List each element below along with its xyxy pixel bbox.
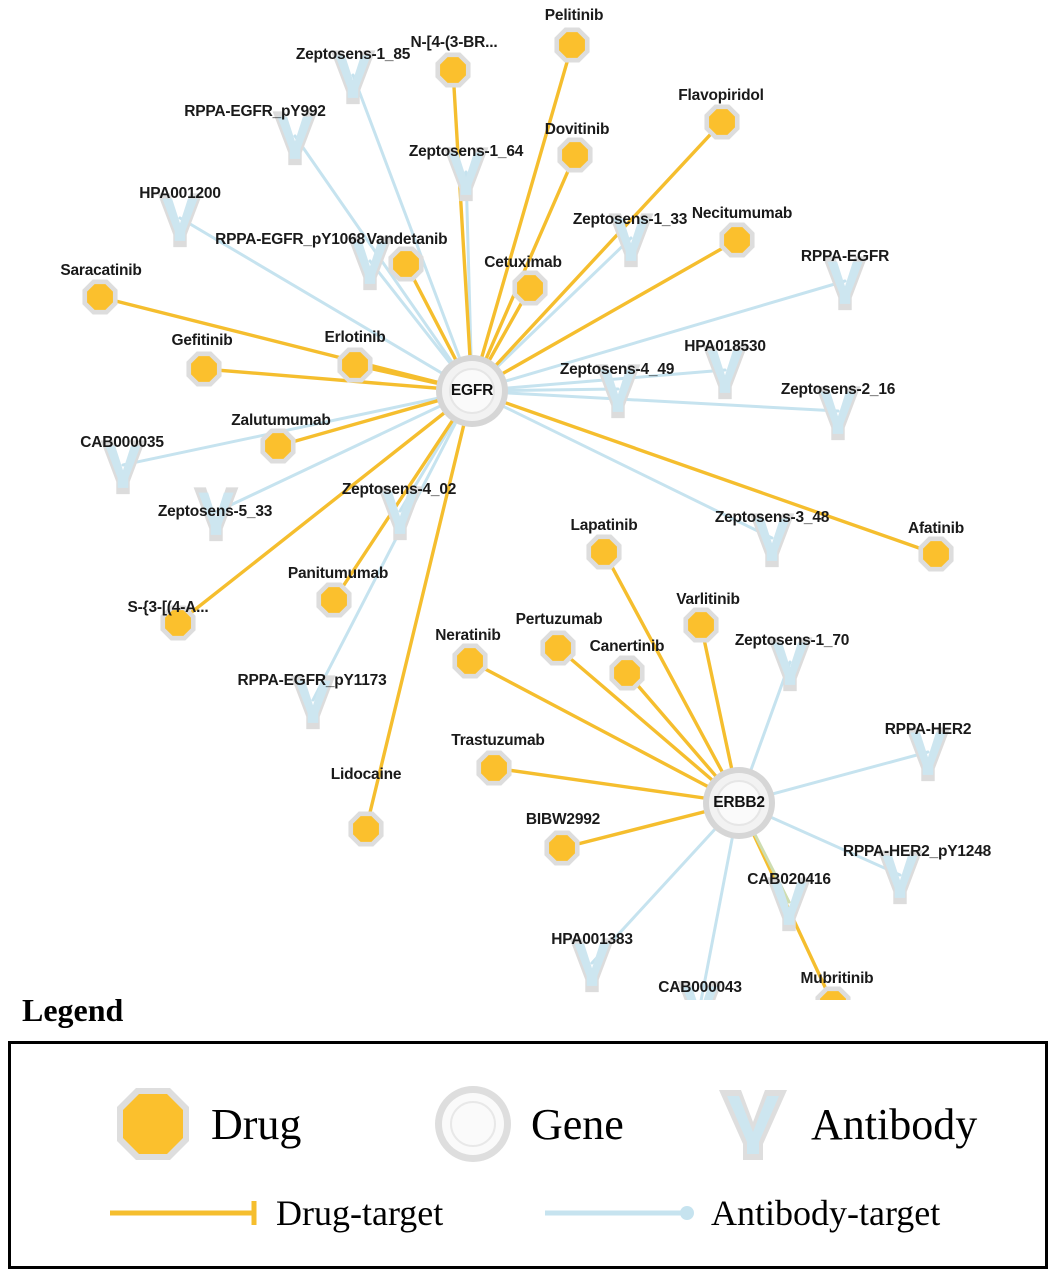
legend-edge-row bbox=[11, 1192, 1045, 1252]
drug-label: Pertuzumab bbox=[515, 611, 603, 628]
drug-shape bbox=[724, 227, 750, 253]
legend-item-drug-target bbox=[106, 1192, 443, 1234]
drug-label: Panitumumab bbox=[287, 565, 389, 582]
drug-label: Mubritinib bbox=[800, 970, 874, 987]
drug-shape bbox=[688, 612, 714, 638]
legend-label-drug: Drug bbox=[211, 1099, 302, 1149]
drug-target-edge bbox=[366, 391, 472, 829]
legend-label-antibody-target: Antibody-target bbox=[711, 1193, 941, 1233]
drug-label: Canertinib bbox=[589, 638, 665, 655]
antibody-label: CAB000035 bbox=[80, 434, 164, 451]
drug-label: Vandetanib bbox=[366, 231, 448, 248]
legend-title: Legend bbox=[22, 992, 124, 1028]
drug-node[interactable] bbox=[476, 750, 511, 785]
drug-icon bbox=[111, 1082, 195, 1166]
drug-label: Pelitinib bbox=[544, 7, 604, 24]
drug-node[interactable] bbox=[316, 582, 351, 617]
antibody-label: Zeptosens-5_33 bbox=[157, 503, 273, 520]
drug-shape bbox=[562, 142, 588, 168]
drug-label: Neratinib bbox=[435, 627, 501, 644]
legend-label-antibody: Antibody bbox=[811, 1099, 978, 1149]
drug-shape bbox=[614, 660, 640, 686]
drug-node[interactable] bbox=[918, 536, 953, 571]
drug-label: Dovitinib bbox=[544, 121, 610, 138]
drug-node[interactable] bbox=[557, 137, 592, 172]
antibody-label: Zeptosens-1_70 bbox=[734, 632, 850, 649]
drug-label: Afatinib bbox=[907, 520, 965, 537]
drug-node[interactable] bbox=[186, 351, 221, 386]
drug-shape bbox=[481, 755, 507, 781]
antibody-label: RPPA-EGFR_pY992 bbox=[184, 103, 326, 120]
antibody-label: Zeptosens-2_16 bbox=[780, 381, 896, 398]
drug-node[interactable] bbox=[452, 643, 487, 678]
drug-shape bbox=[545, 635, 571, 661]
antibody-label: Zeptosens-3_48 bbox=[714, 509, 830, 526]
legend-item-gene bbox=[431, 1082, 624, 1166]
drug-node[interactable] bbox=[512, 270, 547, 305]
drug-label: Flavopiridol bbox=[678, 87, 764, 104]
gene-icon bbox=[431, 1082, 515, 1166]
drug-node[interactable] bbox=[815, 986, 850, 1000]
drug-shape bbox=[440, 57, 466, 83]
antibody-label: RPPA-HER2_pY1248 bbox=[842, 843, 992, 860]
drug-label: Gefitinib bbox=[171, 332, 233, 349]
antibody-icon bbox=[711, 1082, 795, 1166]
antibody-label: RPPA-EGFR_pY1173 bbox=[237, 672, 387, 689]
legend-box bbox=[8, 1041, 1048, 1269]
drug-node[interactable] bbox=[540, 630, 575, 665]
legend-label-gene: Gene bbox=[531, 1099, 624, 1149]
legend-node-row bbox=[11, 1064, 1045, 1174]
gene-label: EGFR bbox=[450, 382, 494, 399]
drug-shape bbox=[709, 109, 735, 135]
drug-label: BIBW2992 bbox=[525, 811, 601, 828]
antibody-label: Zeptosens-4_49 bbox=[559, 361, 675, 378]
drug-target-edge bbox=[453, 70, 472, 391]
drug-node[interactable] bbox=[544, 830, 579, 865]
antibody-label: RPPA-EGFR_pY1068 bbox=[215, 231, 365, 248]
antibody-target-edge-icon bbox=[541, 1193, 701, 1233]
drug-shape bbox=[191, 356, 217, 382]
drug-node[interactable] bbox=[704, 104, 739, 139]
drug-node[interactable] bbox=[435, 52, 470, 87]
drug-shape bbox=[342, 352, 368, 378]
drug-shape bbox=[393, 251, 419, 277]
drug-shape bbox=[517, 275, 543, 301]
drug-node[interactable] bbox=[348, 811, 383, 846]
gene-label: ERBB2 bbox=[713, 794, 765, 811]
drug-node[interactable] bbox=[388, 246, 423, 281]
antibody-label: RPPA-HER2 bbox=[884, 721, 972, 738]
drug-node[interactable] bbox=[82, 279, 117, 314]
legend-label-drug-target: Drug-target bbox=[276, 1193, 444, 1233]
drug-label: Cetuximab bbox=[484, 254, 562, 271]
drug-node[interactable] bbox=[609, 655, 644, 690]
drug-label: Zalutumumab bbox=[231, 412, 331, 429]
drug-shape bbox=[457, 648, 483, 674]
drug-shape bbox=[923, 541, 949, 567]
antibody-label: Zeptosens-1_64 bbox=[408, 143, 524, 160]
drug-target-edge bbox=[472, 391, 936, 554]
antibody-label: Zeptosens-1_33 bbox=[572, 211, 688, 228]
drug-label: Saracatinib bbox=[60, 262, 142, 279]
antibody-label: RPPA-EGFR bbox=[800, 248, 890, 265]
antibody-label: HPA001200 bbox=[139, 185, 221, 202]
drug-label: S-{3-[(4-A... bbox=[127, 599, 209, 616]
drug-label: Trastuzumab bbox=[451, 732, 545, 749]
drug-node[interactable] bbox=[683, 607, 718, 642]
antibody-label: HPA018530 bbox=[684, 338, 766, 355]
drug-shape bbox=[353, 816, 379, 842]
antibody-label: HPA001383 bbox=[551, 931, 633, 948]
drug-label: Lapatinib bbox=[570, 517, 638, 534]
drug-shape bbox=[559, 32, 585, 58]
drug-shape bbox=[591, 539, 617, 565]
drug-target-edge-icon bbox=[106, 1193, 266, 1233]
drug-shape bbox=[87, 284, 113, 310]
legend-item-antibody bbox=[711, 1082, 977, 1166]
drug-shape bbox=[321, 587, 347, 613]
antibody-label: Zeptosens-1_85 bbox=[295, 46, 411, 63]
antibody-label: CAB000043 bbox=[658, 979, 742, 996]
legend-item-drug bbox=[111, 1082, 301, 1166]
antibody-label: Zeptosens-4_02 bbox=[341, 481, 457, 498]
antibody-label: CAB020416 bbox=[747, 871, 831, 888]
drug-node[interactable] bbox=[260, 428, 295, 463]
drug-shape bbox=[265, 433, 291, 459]
drug-label: Lidocaine bbox=[330, 766, 402, 783]
drug-shape bbox=[549, 835, 575, 861]
antibody-target-edge bbox=[313, 391, 472, 700]
drug-node[interactable] bbox=[337, 347, 372, 382]
drug-label: N-[4-(3-BR... bbox=[410, 34, 498, 51]
drug-node[interactable] bbox=[719, 222, 754, 257]
legend-item-antibody-target bbox=[541, 1192, 940, 1234]
drug-label: Erlotinib bbox=[324, 329, 386, 346]
drug-label: Necitumumab bbox=[691, 205, 793, 222]
drug-node[interactable] bbox=[586, 534, 621, 569]
drug-node[interactable] bbox=[554, 27, 589, 62]
drug-label: Varlitinib bbox=[676, 591, 740, 608]
